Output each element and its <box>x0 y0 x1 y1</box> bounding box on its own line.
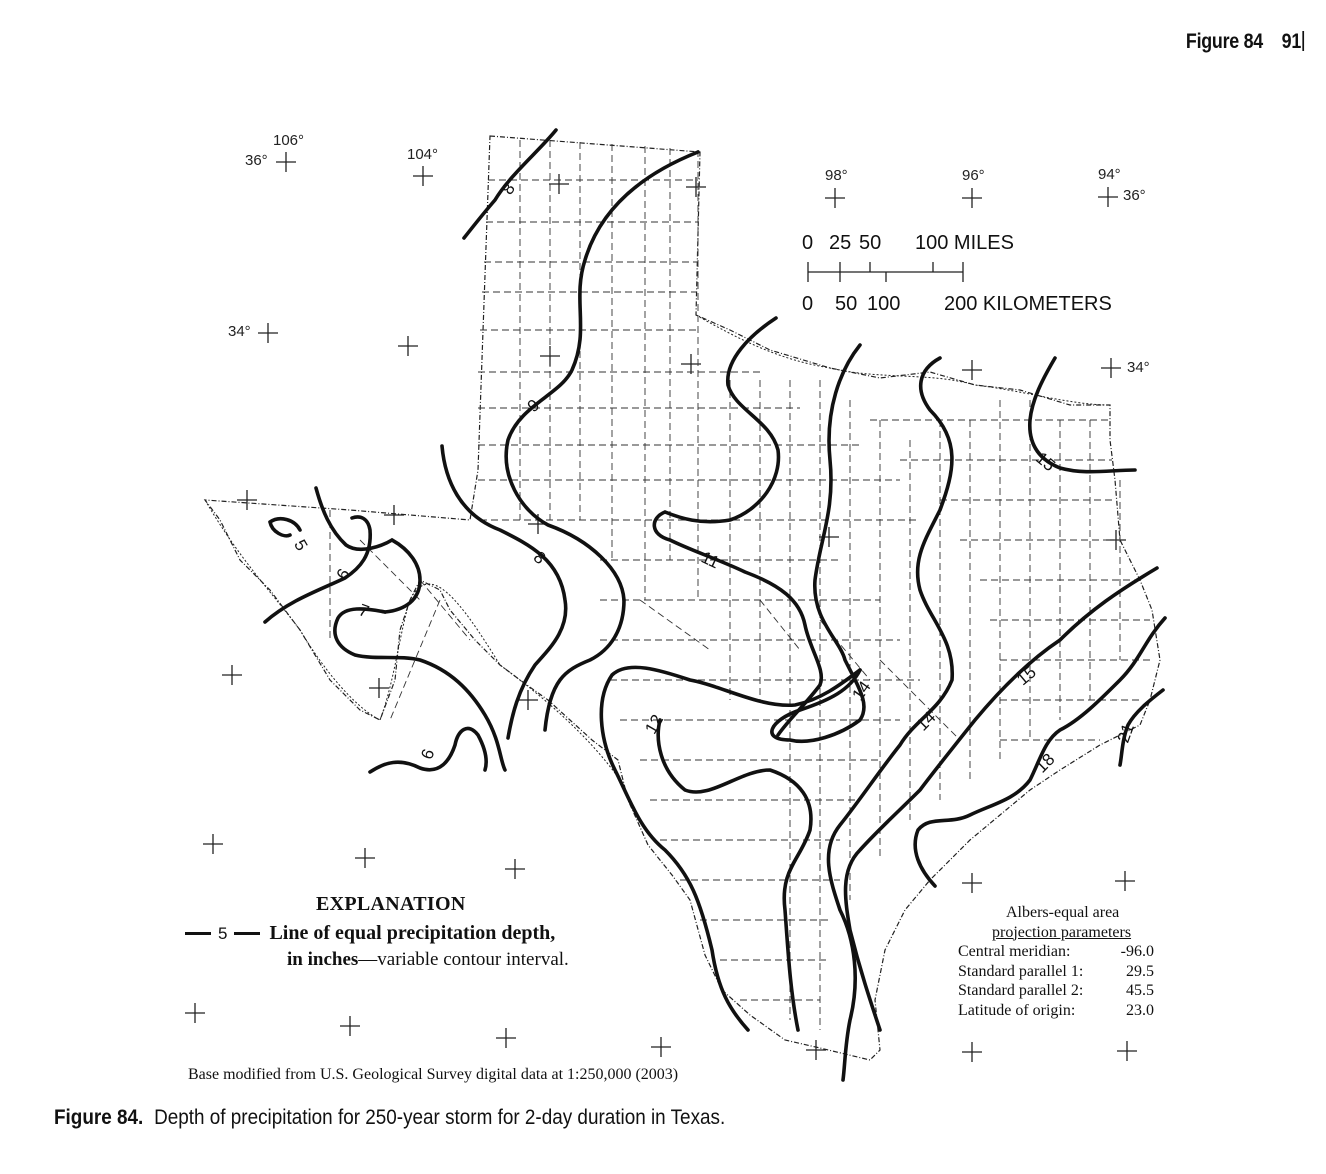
contour-9 <box>506 152 698 730</box>
legend-line-right <box>234 932 260 935</box>
figure-caption <box>54 1106 725 1130</box>
contour-label-18: 18 <box>1031 749 1059 777</box>
contour-label-5: 5 <box>290 536 312 555</box>
projection-title: Albers-equal area <box>1006 904 1120 921</box>
scale-km-0: 0 <box>802 293 814 315</box>
legend-text-line2 <box>287 949 569 971</box>
contour-11 <box>654 318 821 735</box>
contour-label-9: 9 <box>523 395 544 417</box>
contour-label-8-north: 8 <box>497 179 519 199</box>
projection-value: 29.5 <box>1126 962 1154 980</box>
caption-text: Depth of precipitation for 250-year storm for 2-day duration in Texas. <box>154 1106 726 1129</box>
projection-label: Standard parallel 1: <box>958 962 1084 980</box>
contour-label-6-south: 6 <box>417 746 439 762</box>
lon-label-96: 96° <box>962 167 985 184</box>
contour-18 <box>912 618 1165 886</box>
contour-label-14-west: 14 <box>848 677 875 705</box>
contour-14-inner <box>658 720 811 1030</box>
projection-row <box>958 942 1154 962</box>
graticule-labels <box>228 132 1150 376</box>
legend-units: in inches <box>287 949 359 970</box>
rivers <box>205 315 1110 780</box>
projection-label: Standard parallel 2: <box>958 982 1084 999</box>
figure-number: Figure 84 <box>1185 30 1263 53</box>
legend-text: Line of equal precipitation depth, <box>269 922 556 944</box>
lon-label-94: 94° <box>1098 166 1121 183</box>
contour-5 <box>270 519 300 536</box>
scale-km-100: 100 <box>867 293 901 315</box>
contour-label-6-north: 6 <box>332 565 354 584</box>
projection-subtitle: projection parameters <box>992 923 1132 941</box>
scale-miles-50: 50 <box>859 232 882 254</box>
lat-label-36-west: 36° <box>245 152 268 169</box>
map-explanation <box>185 893 569 971</box>
projection-row <box>958 962 1154 982</box>
base-map-note: Base modified from U.S. Geological Survey digital data at 1:250,000 (2003) <box>188 1066 679 1083</box>
projection-row <box>958 981 1154 1001</box>
lon-label-106: 106° <box>273 132 305 149</box>
contour-label-7: 7 <box>356 600 372 622</box>
lon-label-98: 98° <box>825 167 848 184</box>
projection-parameters <box>958 903 1154 1020</box>
projection-value: 45.5 <box>1126 982 1154 999</box>
explanation-title: EXPLANATION <box>316 893 466 915</box>
legend-row <box>185 922 569 945</box>
contour-label-21: 21 <box>1113 720 1138 746</box>
scale-bar <box>808 262 963 282</box>
legend-line-left <box>185 932 211 935</box>
contour-label-8-west: 8 <box>529 547 550 569</box>
scale-km-200: 200 KILOMETERS <box>944 293 1112 315</box>
contour-label-15-north: 15 <box>1032 448 1059 476</box>
page-number: 91 <box>1281 30 1301 53</box>
scale-miles-25: 25 <box>829 232 852 254</box>
projection-row <box>958 1001 1154 1021</box>
contour-label-12: 12 <box>641 711 668 738</box>
contour-label-15-east: 15 <box>1013 662 1040 690</box>
contour-label-11: 11 <box>698 547 723 573</box>
legend-value: 5 <box>218 923 228 943</box>
projection-value: 23.0 <box>1126 1001 1154 1019</box>
projection-value: -96.0 <box>1120 943 1154 960</box>
scale-miles-100: 100 MILES <box>915 232 1014 254</box>
projection-label: Central meridian: <box>958 943 1071 960</box>
lat-label-34-east: 34° <box>1127 359 1150 376</box>
contour-label-14-east: 14 <box>912 707 940 735</box>
contour-8-west <box>442 446 566 738</box>
scale-km-50: 50 <box>835 293 858 315</box>
lon-label-104: 104° <box>407 146 439 163</box>
legend-interval-note: —variable contour interval. <box>358 949 569 970</box>
scale-miles-0: 0 <box>802 232 814 254</box>
caption-label: Figure 84. <box>54 1106 144 1129</box>
lat-label-36-east: 36° <box>1123 187 1146 204</box>
contour-12 <box>601 667 860 1030</box>
lat-label-34-west: 34° <box>228 323 251 340</box>
projection-label: Latitude of origin: <box>958 1001 1076 1019</box>
